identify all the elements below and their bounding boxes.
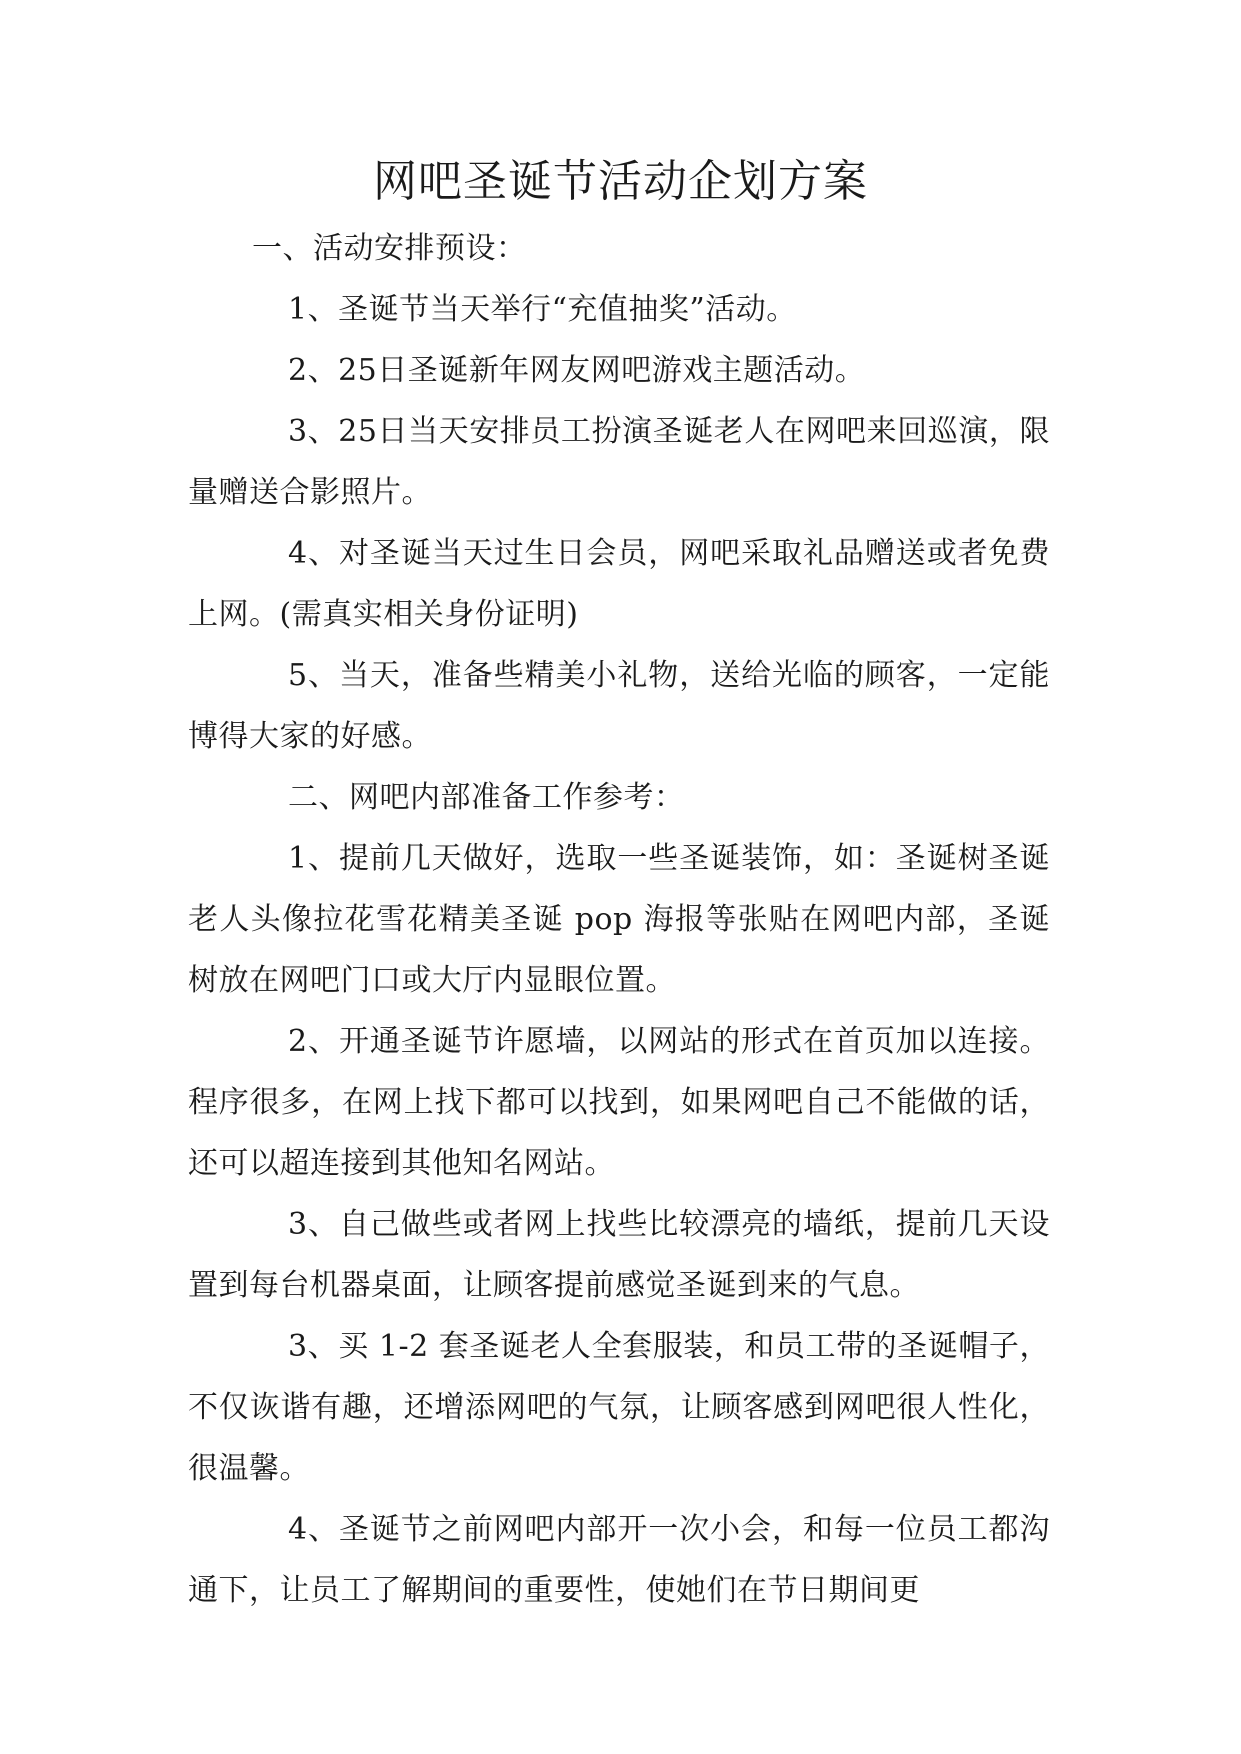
paragraph: 5、当天，准备些精美小礼物，送给光临的顾客，一定能博得大家的好感。: [188, 658, 1050, 754]
paragraph: 3、买 1-2 套圣诞老人全套服装，和员工带的圣诞帽子，不仅诙谐有趣，还增添网吧的气氛，让顾客感到网吧很人性化，很温馨。: [188, 1329, 1050, 1486]
paragraph: 4、圣诞节之前网吧内部开一次小会，和每一位员工都沟通下，让员工了解期间的重要性，使她们在节日期间更: [188, 1512, 1050, 1608]
document-body: [188, 218, 1050, 1621]
paragraph: 2、25日圣诞新年网友网吧游戏主题活动。: [288, 353, 866, 388]
section-heading-activities: 一、活动安排预设：: [252, 231, 527, 266]
paragraph: 3、25日当天安排员工扮演圣诞老人在网吧来回巡演，限量赠送合影照片。: [188, 414, 1050, 510]
paragraph: 1、圣诞节当天举行“充值抽奖”活动。: [288, 292, 797, 327]
paragraph: 4、对圣诞当天过生日会员，网吧采取礼品赠送或者免费上网。(需真实相关身份证明): [188, 536, 1050, 632]
document-title: 网吧圣诞节活动企划方案: [373, 156, 868, 207]
section-heading-preparation: 二、网吧内部准备工作参考：: [288, 780, 685, 815]
paragraph: 2、开通圣诞节许愿墙，以网站的形式在首页加以连接。程序很多，在网上找下都可以找到，如果网吧自己不能做的话，还可以超连接到其他知名网站。: [188, 1024, 1050, 1181]
paragraph: 3、自己做些或者网上找些比较漂亮的墙纸，提前几天设置到每台机器桌面，让顾客提前感觉圣诞到来的气息。: [188, 1207, 1050, 1303]
paragraph: 1、提前几天做好，选取一些圣诞装饰，如：圣诞树圣诞老人头像拉花雪花精美圣诞 pop 海报等张贴在网吧内部，圣诞树放在网吧门口或大厅内显眼位置。: [188, 841, 1050, 998]
